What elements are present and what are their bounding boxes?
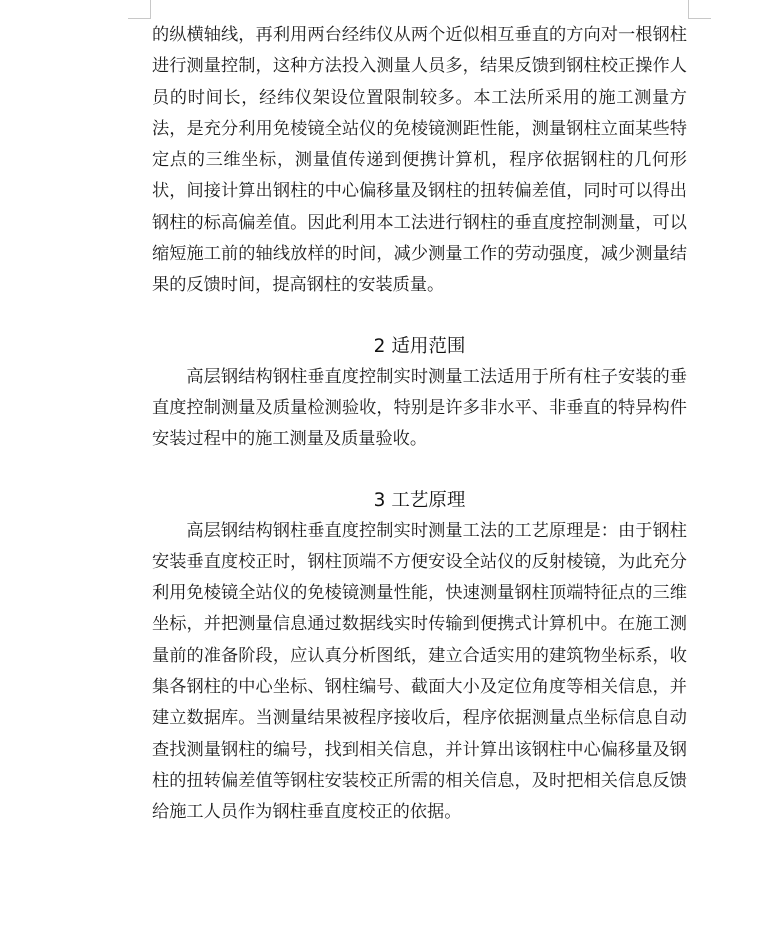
paragraph-principle: 高层钢结构钢柱垂直度控制实时测量工法的工艺原理是：由于钢柱安装垂直度校正时，钢柱顶端不方便安设全站仪的反射棱镜，为此充分利用免棱镜全站仪的免棱镜测量性能，快速测量钢柱顶端特征点的三维坐标，并把测量信息通过数据线实时传输到便携式计算机中。在施工测量前的准备阶段，应认真分析图纸，建立合适实用的建筑物坐标系，收集各钢柱的中心坐标、钢柱编号、截面大小及定位角度等相关信息，并建立数据库。当测量结果被程序接收后，程序依据测量点坐标信息自动查找测量钢柱的编号，找到相关信息，并计算出该钢柱中心偏移量及钢柱的扭转偏差值等钢柱安装校正所需的相关信息，及时把相关信息反馈给施工人员作为钢柱垂直度校正的依据。 bbox=[152, 520, 687, 823]
section-heading-scope: 2 适用范围 bbox=[373, 335, 466, 357]
page-margin-corner-top-right bbox=[688, 0, 711, 19]
paragraph-scope: 高层钢结构钢柱垂直度控制实时测量工法适用于所有柱子安装的垂直度控制测量及质量检测验收，特别是许多非水平、非垂直的特异构件安装过程中的施工测量及质量验收。 bbox=[152, 366, 687, 450]
document-body bbox=[152, 20, 687, 829]
page-margin-corner-top-left bbox=[128, 0, 151, 19]
paragraph-intro-continued: 的纵横轴线，再利用两台经纬仪从两个近似相互垂直的方向对一根钢柱进行测量控制，这种方法投入测量人员多，结果反馈到钢柱校正操作人员的时间长，经纬仪架设位置限制较多。本工法所采用的施工测量方法，是充分利用免棱镜全站仪的免棱镜测距性能，测量钢柱立面某些特定点的三维坐标，测量值传递到便携计算机，程序依据钢柱的几何形状，间接计算出钢柱的中心偏移量及钢柱的扭转偏差值，同时可以得出钢柱的标高偏差值。因此利用本工法进行钢柱的垂直度控制测量，可以缩短施工前的轴线放样的时间，减少测量工作的劳动强度，减少测量结果的反馈时间，提高钢柱的安装质量。 bbox=[152, 25, 687, 296]
section-heading-principle: 3 工艺原理 bbox=[373, 489, 466, 511]
